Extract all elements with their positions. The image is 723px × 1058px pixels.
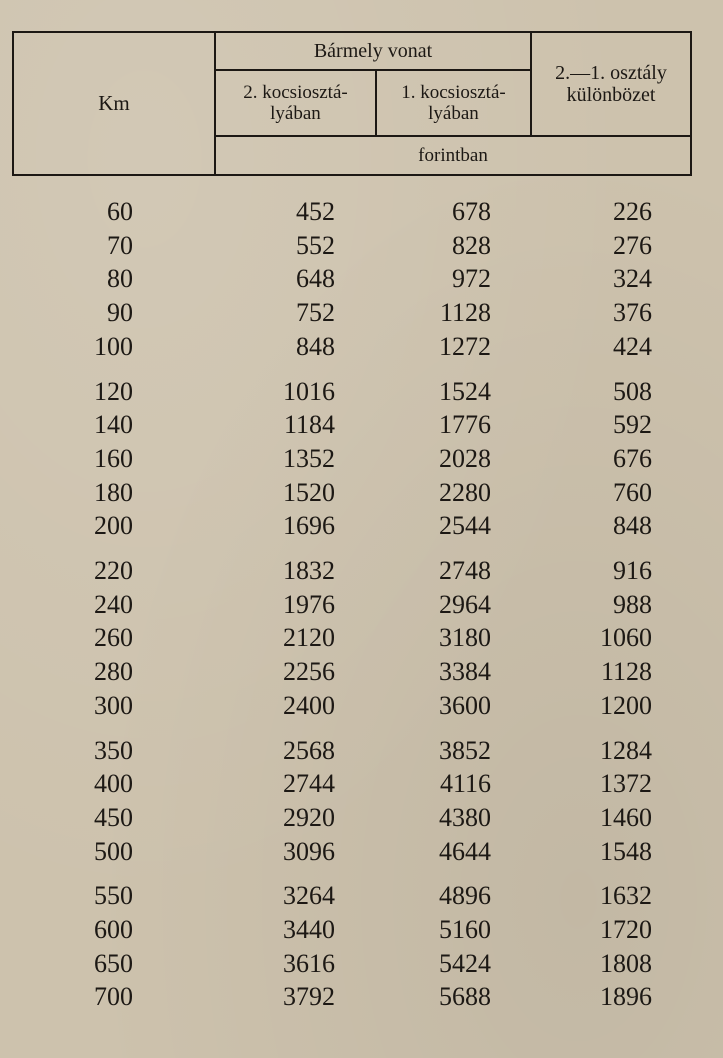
table-row bbox=[0, 195, 723, 229]
cell-difference: 848 bbox=[613, 511, 652, 541]
cell-first-class: 1776 bbox=[439, 410, 491, 440]
table-row bbox=[0, 442, 723, 476]
cell-first-class: 3180 bbox=[439, 623, 491, 653]
cell-km: 90 bbox=[107, 298, 133, 328]
table-row bbox=[0, 835, 723, 869]
table-row bbox=[0, 879, 723, 913]
cell-first-class: 4116 bbox=[439, 769, 491, 799]
cell-first-class: 2544 bbox=[439, 511, 491, 541]
cell-second-class: 3440 bbox=[283, 915, 335, 944]
cell-difference: 1896 bbox=[600, 982, 652, 1012]
cell-second-class: 3096 bbox=[283, 836, 335, 866]
cell-difference: 1808 bbox=[600, 948, 652, 978]
cell-second-class: 452 bbox=[296, 197, 335, 226]
table-row bbox=[0, 621, 723, 655]
cell-second-class: 3264 bbox=[283, 881, 335, 911]
cell-difference: 1128 bbox=[600, 657, 652, 687]
cell-difference: 1060 bbox=[600, 623, 652, 653]
table-row bbox=[0, 229, 723, 263]
table-row bbox=[0, 262, 723, 296]
cell-difference: 916 bbox=[613, 556, 652, 585]
cell-first-class: 2964 bbox=[439, 589, 491, 619]
cell-second-class: 1016 bbox=[283, 376, 335, 406]
cell-difference: 1200 bbox=[600, 690, 652, 720]
cell-km: 80 bbox=[107, 264, 133, 294]
table-row bbox=[0, 947, 723, 981]
cell-second-class: 3792 bbox=[283, 982, 335, 1012]
cell-difference: 1632 bbox=[600, 881, 652, 911]
cell-second-class: 1832 bbox=[283, 556, 335, 585]
cell-difference: 676 bbox=[613, 443, 652, 473]
table-row bbox=[0, 330, 723, 364]
cell-km: 650 bbox=[94, 948, 133, 978]
cell-first-class: 3852 bbox=[439, 735, 491, 765]
cell-difference: 988 bbox=[613, 589, 652, 619]
cell-second-class: 3616 bbox=[283, 948, 335, 978]
cell-second-class: 648 bbox=[296, 264, 335, 294]
cell-first-class: 4644 bbox=[439, 836, 491, 866]
cell-second-class: 2400 bbox=[283, 690, 335, 720]
cell-difference: 592 bbox=[613, 410, 652, 440]
cell-difference: 376 bbox=[613, 298, 652, 328]
cell-difference: 226 bbox=[613, 197, 652, 226]
cell-km: 70 bbox=[107, 230, 133, 260]
cell-second-class: 552 bbox=[296, 230, 335, 260]
cell-km: 350 bbox=[94, 735, 133, 765]
cell-km: 180 bbox=[94, 477, 133, 507]
cell-km: 200 bbox=[94, 511, 133, 541]
header-group-any-train: Bármely vonat bbox=[313, 39, 433, 62]
cell-km: 450 bbox=[94, 802, 133, 832]
cell-second-class: 1696 bbox=[283, 511, 335, 541]
header-km: Km bbox=[98, 90, 130, 115]
table-row bbox=[0, 296, 723, 330]
header-difference: 2.—1. osztály különbözet bbox=[555, 61, 667, 106]
cell-first-class: 5424 bbox=[439, 948, 491, 978]
cell-second-class: 752 bbox=[296, 298, 335, 328]
cell-km: 60 bbox=[107, 197, 133, 226]
cell-difference: 1372 bbox=[600, 769, 652, 799]
cell-km: 220 bbox=[94, 556, 133, 585]
cell-first-class: 678 bbox=[452, 197, 491, 226]
cell-second-class: 2744 bbox=[283, 769, 335, 799]
table-row bbox=[0, 408, 723, 442]
cell-km: 100 bbox=[94, 331, 133, 361]
cell-km: 300 bbox=[94, 690, 133, 720]
cell-second-class: 2120 bbox=[283, 623, 335, 653]
cell-km: 260 bbox=[94, 623, 133, 653]
table-row bbox=[0, 801, 723, 835]
cell-second-class: 1184 bbox=[283, 410, 335, 440]
cell-second-class: 1976 bbox=[283, 589, 335, 619]
cell-km: 280 bbox=[94, 657, 133, 687]
cell-first-class: 5688 bbox=[439, 982, 491, 1012]
cell-difference: 508 bbox=[613, 376, 652, 406]
cell-difference: 1284 bbox=[600, 735, 652, 765]
cell-difference: 276 bbox=[613, 230, 652, 260]
cell-second-class: 2256 bbox=[283, 657, 335, 687]
cell-second-class: 848 bbox=[296, 331, 335, 361]
table-row bbox=[0, 913, 723, 947]
table-row bbox=[0, 375, 723, 409]
cell-difference: 1460 bbox=[600, 802, 652, 832]
cell-km: 160 bbox=[94, 443, 133, 473]
cell-first-class: 2748 bbox=[439, 556, 491, 585]
cell-km: 140 bbox=[94, 410, 133, 440]
cell-second-class: 1520 bbox=[283, 477, 335, 507]
cell-difference: 324 bbox=[613, 264, 652, 294]
cell-first-class: 2028 bbox=[439, 443, 491, 473]
header-second-class: 2. kocsiosztá- lyában bbox=[243, 81, 348, 124]
cell-difference: 424 bbox=[613, 331, 652, 361]
cell-km: 600 bbox=[94, 915, 133, 944]
cell-first-class: 5160 bbox=[439, 915, 491, 944]
cell-km: 700 bbox=[94, 982, 133, 1012]
cell-first-class: 4380 bbox=[439, 802, 491, 832]
cell-first-class: 1272 bbox=[439, 331, 491, 361]
cell-first-class: 2280 bbox=[439, 477, 491, 507]
cell-km: 240 bbox=[94, 589, 133, 619]
cell-second-class: 2568 bbox=[283, 735, 335, 765]
table-row bbox=[0, 689, 723, 723]
cell-first-class: 828 bbox=[452, 230, 491, 260]
table-row bbox=[0, 554, 723, 588]
table-row bbox=[0, 588, 723, 622]
cell-first-class: 3600 bbox=[439, 690, 491, 720]
cell-first-class: 1128 bbox=[439, 298, 491, 328]
cell-difference: 760 bbox=[613, 477, 652, 507]
cell-second-class: 1352 bbox=[283, 443, 335, 473]
header-first-class: 1. kocsiosztá- lyában bbox=[401, 81, 506, 124]
cell-km: 550 bbox=[94, 881, 133, 911]
table-row bbox=[0, 980, 723, 1014]
cell-difference: 1548 bbox=[600, 836, 652, 866]
cell-second-class: 2920 bbox=[283, 802, 335, 832]
cell-km: 500 bbox=[94, 836, 133, 866]
cell-difference: 1720 bbox=[600, 915, 652, 944]
table-row bbox=[0, 476, 723, 510]
cell-first-class: 3384 bbox=[439, 657, 491, 687]
table-row bbox=[0, 509, 723, 543]
table-row bbox=[0, 734, 723, 768]
cell-first-class: 4896 bbox=[439, 881, 491, 911]
cell-first-class: 972 bbox=[452, 264, 491, 294]
header-unit: forintban bbox=[418, 144, 488, 166]
table-row bbox=[0, 655, 723, 689]
table-row bbox=[0, 767, 723, 801]
cell-km: 120 bbox=[94, 376, 133, 406]
cell-km: 400 bbox=[94, 769, 133, 799]
cell-first-class: 1524 bbox=[439, 376, 491, 406]
